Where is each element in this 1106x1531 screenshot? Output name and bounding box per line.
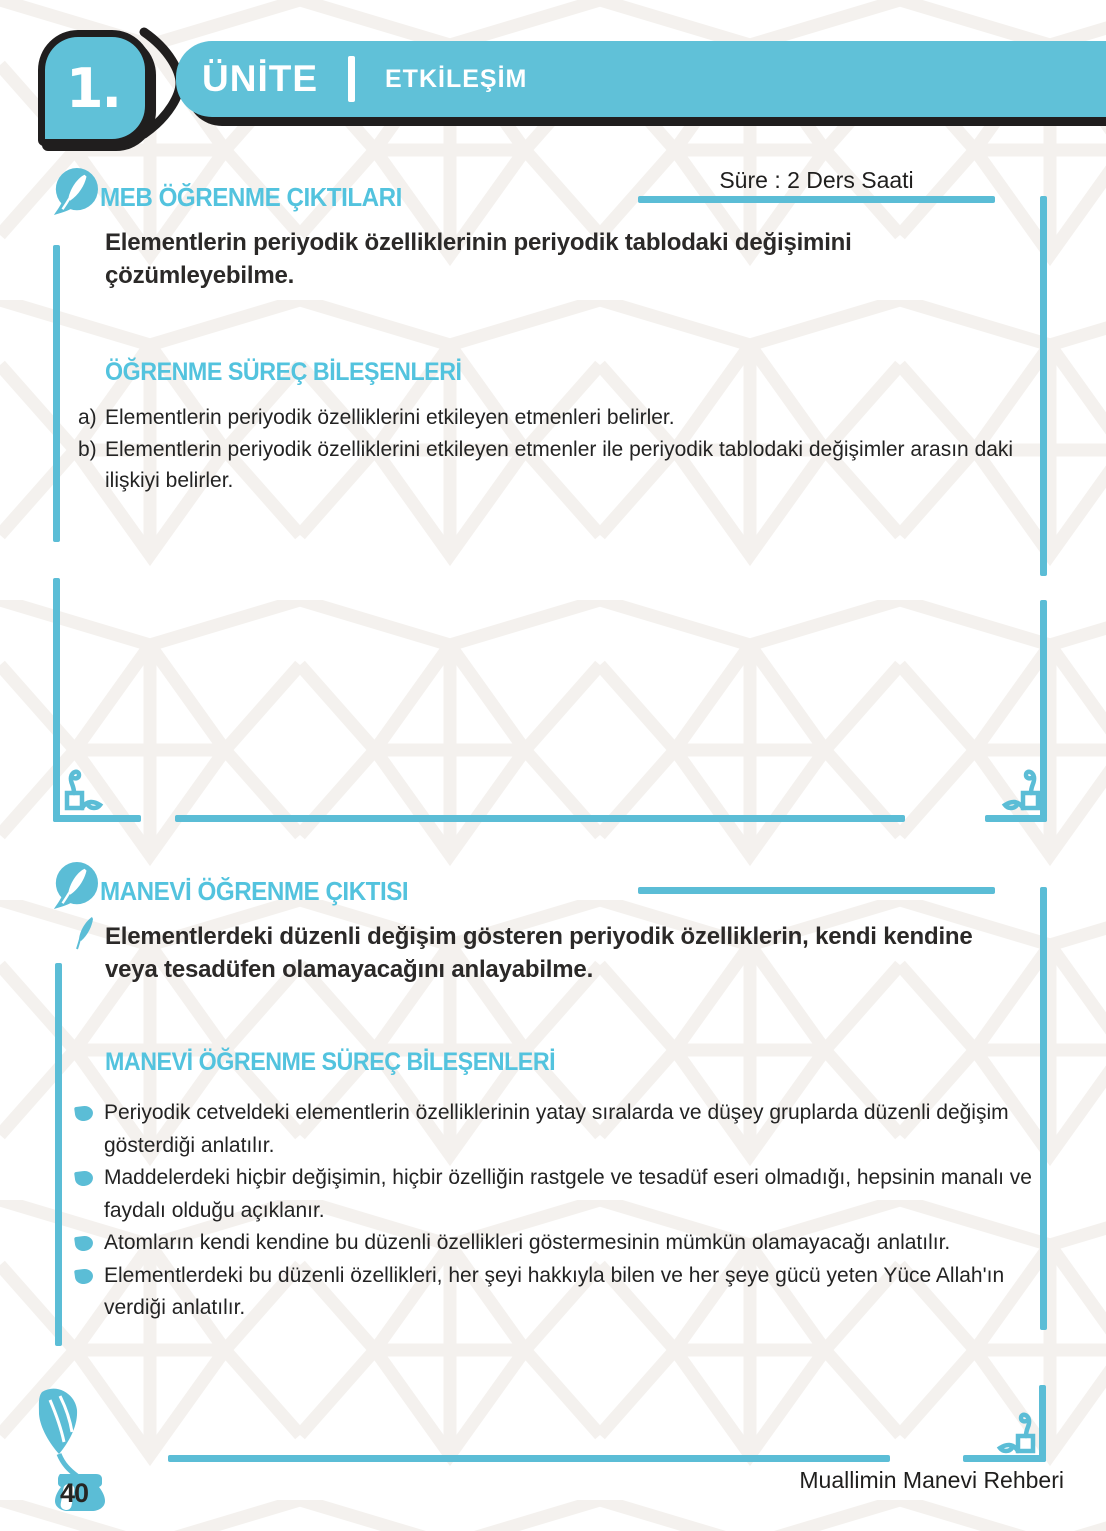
list-item xyxy=(75,1097,1033,1162)
list-item xyxy=(78,434,1040,497)
unit-number-badge xyxy=(38,30,152,146)
feather-icon xyxy=(76,916,98,950)
list-item xyxy=(75,1260,1033,1325)
item-label: a) xyxy=(78,406,97,429)
bullet-text: Elementlerdeki bu düzenli özellikleri, her şeyi hakkıyla bilen ve her şeye gücü yeten Yüce Allah'ın verdiği anlatılır. xyxy=(104,1263,1005,1320)
duration-label: Süre : 2 Ders Saati xyxy=(719,167,914,193)
manevi-bullet-list xyxy=(75,1097,1033,1325)
box1-bottom-border-middle xyxy=(175,815,905,822)
corner-ornament-icon xyxy=(58,757,118,815)
quill-feather-drop-icon xyxy=(52,861,98,911)
manevi-outcome-text: Elementlerdeki düzenli değişim gösteren periyodik özelliklerin, kendi kendine veya tesadüfen olamayacağını anlayabilme. xyxy=(105,923,973,984)
corner-ornament-icon xyxy=(982,1400,1042,1458)
unit-number: 1. xyxy=(65,56,121,120)
banner-divider xyxy=(348,56,355,102)
bullet-text: Atomların kendi kendine bu düzenli özellikleri göstermesinin mümkün olamayacağı anlatılır. xyxy=(104,1231,951,1255)
bullet-text: Periyodik cetveldeki elementlerin özelliklerinin yatay sıralarda ve düşey gruplarda düzenli değişim gösterdiği anlatılır. xyxy=(104,1101,1009,1157)
box2-top-border xyxy=(638,887,995,894)
unit-topic: ETKİLEŞİM xyxy=(385,64,528,93)
box1-left-border-top xyxy=(53,245,60,542)
meb-section-title: MEB ÖĞRENME ÇIKTILARI xyxy=(100,182,402,212)
teardrop-bullet-icon xyxy=(74,1268,94,1285)
teardrop-bullet-icon xyxy=(74,1170,94,1187)
page-number: 40 xyxy=(60,1478,89,1508)
box2-right-border xyxy=(1040,887,1047,1330)
list-item xyxy=(78,402,1040,434)
manevi-section-title: MANEVİ ÖĞRENME ÇIKTISI xyxy=(100,876,409,906)
meb-outcome-text: Elementlerin periyodik özelliklerinin periyodik tablodaki değişimini çözümleyebilme. xyxy=(105,229,852,290)
box2-left-border xyxy=(55,963,62,1346)
item-text: Elementlerin periyodik özelliklerini etkileyen etmenleri belirler. xyxy=(105,406,675,429)
teardrop-bullet-icon xyxy=(74,1105,94,1122)
quill-feather-drop-icon xyxy=(52,167,98,217)
meb-process-title: ÖĞRENME SÜREÇ BİLEŞENLERİ xyxy=(105,358,462,386)
item-text: Elementlerin periyodik özelliklerini etkileyen etmenler ile periyodik tablodaki değişimler arasın daki ilişkiyi belirler. xyxy=(105,437,1014,492)
duration-underline xyxy=(638,196,995,203)
meb-process-list xyxy=(78,402,1040,497)
manevi-process-title: MANEVİ ÖĞRENME SÜREÇ BİLEŞENLERİ xyxy=(105,1048,556,1076)
list-item xyxy=(75,1162,1033,1227)
list-item xyxy=(75,1227,1033,1260)
box1-bottom-border-left xyxy=(53,815,141,822)
unit-banner xyxy=(176,41,1106,117)
box1-bottom-border-right xyxy=(985,815,1047,822)
bullet-text: Maddelerdeki hiçbir değişimin, hiçbir özelliğin rastgele ve tesadüf eseri olmadığı, hepsinin manalı ve faydalı olduğu açıklanır. xyxy=(104,1166,1032,1222)
corner-ornament-icon xyxy=(987,757,1047,815)
unit-title: ÜNİTE xyxy=(202,58,318,99)
book-title: Muallimin Manevi Rehberi xyxy=(799,1467,1064,1493)
item-label: b) xyxy=(78,437,97,461)
teardrop-bullet-icon xyxy=(74,1235,94,1252)
footer-rule xyxy=(168,1455,890,1462)
box1-right-border-top xyxy=(1040,196,1047,576)
